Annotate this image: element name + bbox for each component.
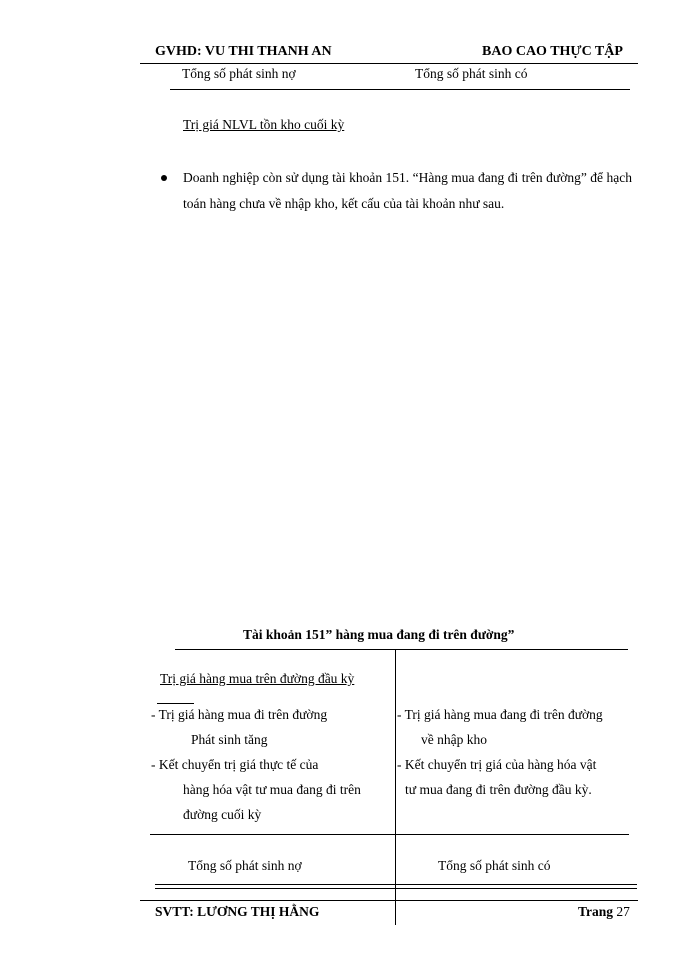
debit-line-4: hàng hóa vật tư mua đang đi trên	[183, 782, 361, 797]
top-credit-total: Tổng số phát sinh có	[415, 66, 528, 81]
opening-balance: Trị giá hàng mua trên đường đầu kỳ	[160, 671, 355, 686]
credit-line-2: về nhập kho	[421, 732, 487, 747]
footer-rule	[140, 900, 638, 901]
page-number: 27	[616, 904, 630, 919]
account-mid-rule	[150, 834, 629, 835]
footer-page	[578, 904, 630, 920]
header-instructor: GVHD: VU THI THANH AN	[155, 44, 332, 59]
account-151-title: Tài khoản 151” hàng mua đang đi trên đường”	[243, 627, 515, 642]
header-report-title: BAO CAO THỰC TẬP	[482, 44, 623, 59]
account-total-rule-2	[155, 888, 637, 889]
debit-line-3: - Kết chuyển trị giá thực tế của	[151, 757, 319, 772]
debit-line-1: - Trị giá hàng mua đi trên đường	[151, 707, 328, 722]
credit-line-3: - Kết chuyển trị giá của hàng hóa vật	[397, 757, 597, 772]
ending-inventory-value: Trị giá NLVL tồn kho cuối kỳ	[183, 117, 345, 132]
header-rule	[140, 63, 638, 64]
debit-line-2: Phát sinh tăng	[191, 732, 268, 747]
account-debit-total: Tổng số phát sinh nợ	[188, 858, 302, 873]
account-total-rule-1	[155, 884, 637, 885]
account-credit-total: Tổng số phát sinh có	[438, 858, 551, 873]
credit-line-1: - Trị giá hàng mua đang đi trên đường	[397, 707, 603, 722]
account-top-rule	[175, 649, 628, 650]
opening-short-rule	[157, 703, 194, 704]
top-debit-total: Tổng số phát sinh nợ	[182, 66, 296, 81]
debit-line-5: đường cuối kỳ	[183, 807, 262, 822]
top-totals-rule	[170, 89, 630, 90]
paragraph-text: Doanh nghiệp còn sử dụng tài khoản 151. “Hàng mua đang đi trên đường” để hạch toán hàng chưa về nhập kho, kết cấu của tài khoản như sau.	[183, 170, 632, 211]
bullet-dot	[161, 175, 167, 181]
footer-student: SVTT: LƯƠNG THỊ HẰNG	[155, 904, 320, 919]
credit-line-4: tư mua đang đi trên đường đầu kỳ.	[405, 782, 592, 797]
page-label: Trang	[578, 904, 614, 919]
